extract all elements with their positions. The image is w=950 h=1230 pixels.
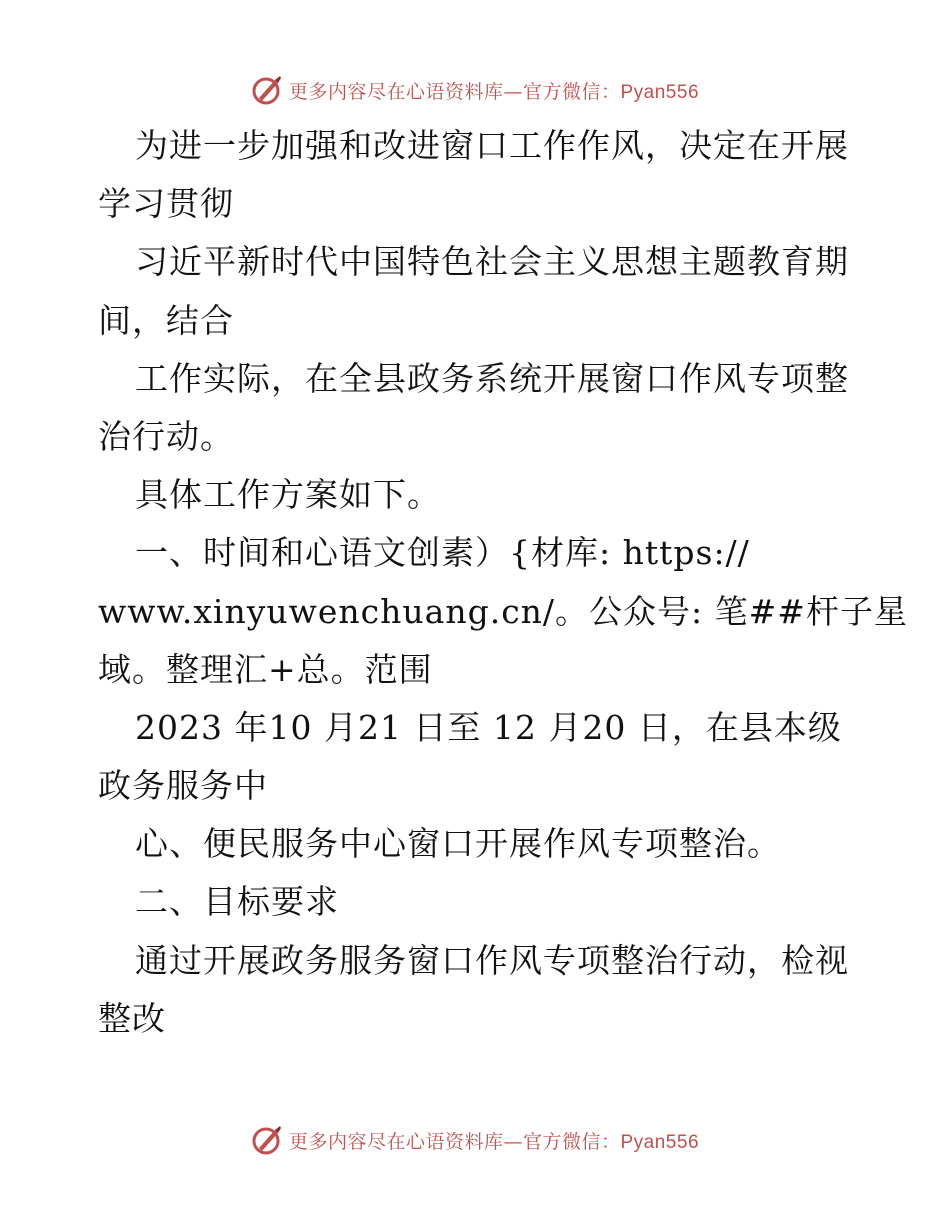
- text-line: 二、目标要求: [135, 882, 339, 922]
- text-line: 工作实际，在全县政务系统开展窗口作风专项整: [135, 358, 849, 398]
- watermark-handle: Pyan556: [620, 1131, 700, 1153]
- footer-watermark-banner: [0, 1120, 950, 1160]
- text-line: 域。整理汇+总。范围: [98, 649, 433, 689]
- brush-pen-logo-icon: [251, 74, 283, 106]
- text-line: 为进一步加强和改进窗口工作作风，决定在开展: [135, 126, 849, 165]
- header-watermark-banner: [0, 70, 950, 110]
- text-line: 间，结合: [98, 300, 234, 340]
- document-body: [98, 117, 908, 1048]
- watermark-handle: Pyan556: [620, 81, 700, 103]
- text-line: 具体工作方案如下。: [135, 475, 441, 515]
- text-line: 学习贯彻: [98, 184, 234, 224]
- text-line: www.xinyuwenchuang.cn/。公众号: 笔##杆子星: [98, 591, 908, 631]
- watermark-label: 更多内容尽在心语资料库—官方微信：: [288, 80, 621, 103]
- text-line: 一、时间和心语文创素）{材库: https://: [135, 533, 750, 573]
- text-line: 治行动。: [98, 416, 234, 456]
- text-line: 通过开展政务服务窗口作风专项整治行动，检视: [135, 940, 849, 980]
- watermark-label: 更多内容尽在心语资料库—官方微信：: [288, 1130, 621, 1153]
- footer-watermark-text: [289, 1127, 699, 1154]
- text-line: 2023 年10 月21 日至 12 月20 日，在县本级: [135, 707, 842, 747]
- text-line: 习近平新时代中国特色社会主义思想主题教育期: [135, 242, 849, 282]
- text-line: 整改: [98, 998, 166, 1038]
- brush-pen-logo-icon: [251, 1124, 283, 1156]
- text-line: 心、便民服务中心窗口开展作风专项整治。: [135, 824, 781, 864]
- header-watermark-text: [289, 77, 699, 104]
- text-line: 政务服务中: [98, 766, 268, 806]
